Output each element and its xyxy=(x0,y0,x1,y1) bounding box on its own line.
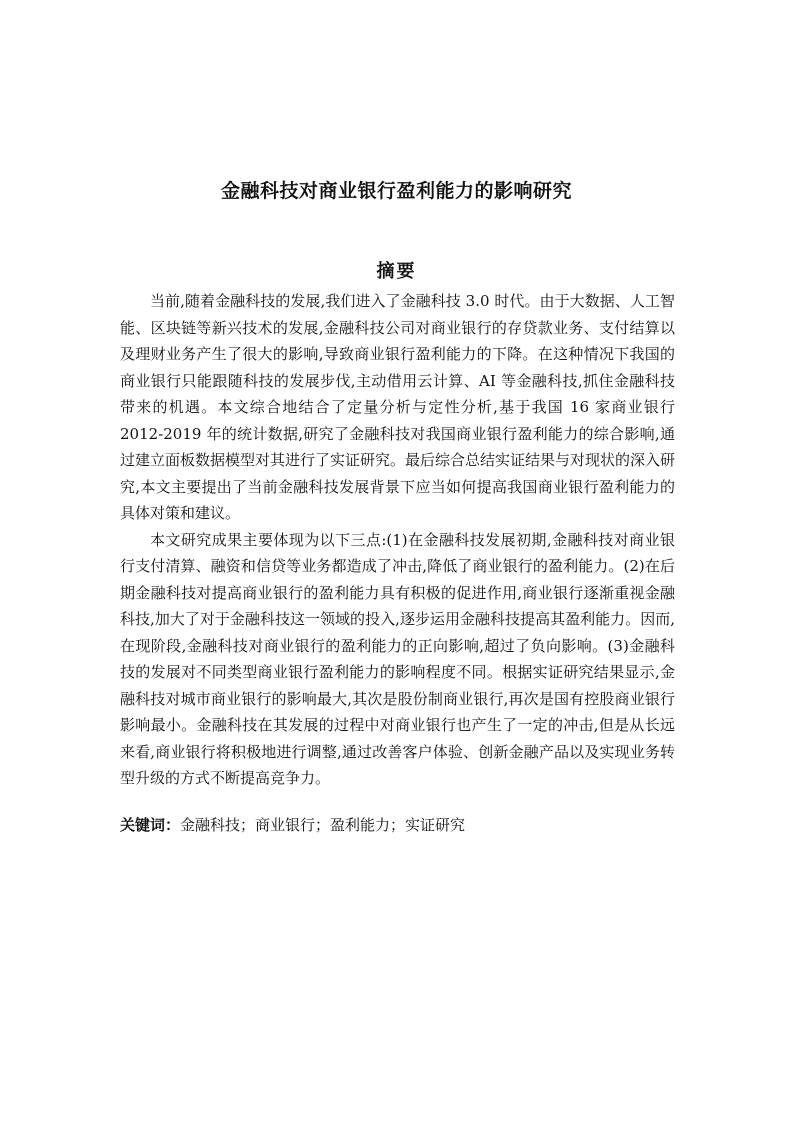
abstract-paragraph-2: 本文研究成果主要体现为以下三点:(1)在金融科技发展初期,金融科技对商业银行支付清算、融资和信贷等业务都造成了冲击,降低了商业银行的盈利能力。(2)在后期金融科技对提高商业银行的盈利能力具有积极的促进作用,商业银行逐渐重视金融科技,加大了对于金融科技这一领域的投入,逐步运用金融科技提高其盈利能力。因而,在现阶段,金融科技对商业银行的盈利能力的正向影响,超过了负向影响。(3)金融科技的发展对不同类型商业银行盈利能力的影响程度不同。根据实证研究结果显示,金融科技对城市商业银行的影响最大,其次是股份制商业银行,再次是国有控股商业银行影响最小。金融科技在其发展的过程中对商业银行也产生了一定的冲击,但是从长远来看,商业银行将积极地进行调整,通过改善客户体验、创新金融产品以及实现业务转型升级的方式不断提高竞争力。 xyxy=(120,530,675,787)
abstract-body xyxy=(120,288,675,792)
keywords-text: 金融科技；商业银行；盈利能力；实证研究 xyxy=(180,816,466,834)
paper-title: 金融科技对商业银行盈利能力的影响研究 xyxy=(220,180,572,202)
abstract-heading: 摘要 xyxy=(376,261,417,282)
keywords-label: 关键词： xyxy=(120,816,181,834)
keywords-line xyxy=(120,812,675,838)
abstract-paragraph-1: 当前,随着金融科技的发展,我们进入了金融科技 3.0 时代。由于大数据、人工智能、区块链等新兴技术的发展,金融科技公司对商业银行的存贷款业务、支付结算以及理财业务产生了很大的影响,导致商业银行盈利能力的下降。在这种情况下我国的商业银行只能跟随科技的发展步伐,主动借用云计算、AI 等金融科技,抓住金融科技带来的机遇。本文综合地结合了定量分析与定性分析,基于我国 16 家商业银行 2012-2019 年的统计数据,研究了金融科技对我国商业银行盈利能力的综合影响,通过建立面板数据模型对其进行了实证研究。最后综合总结实证结果与对现状的深入研究,本文主要提出了当前金融科技发展背景下应当如何提高我国商业银行盈利能力的具体对策和建议。 xyxy=(120,292,676,522)
